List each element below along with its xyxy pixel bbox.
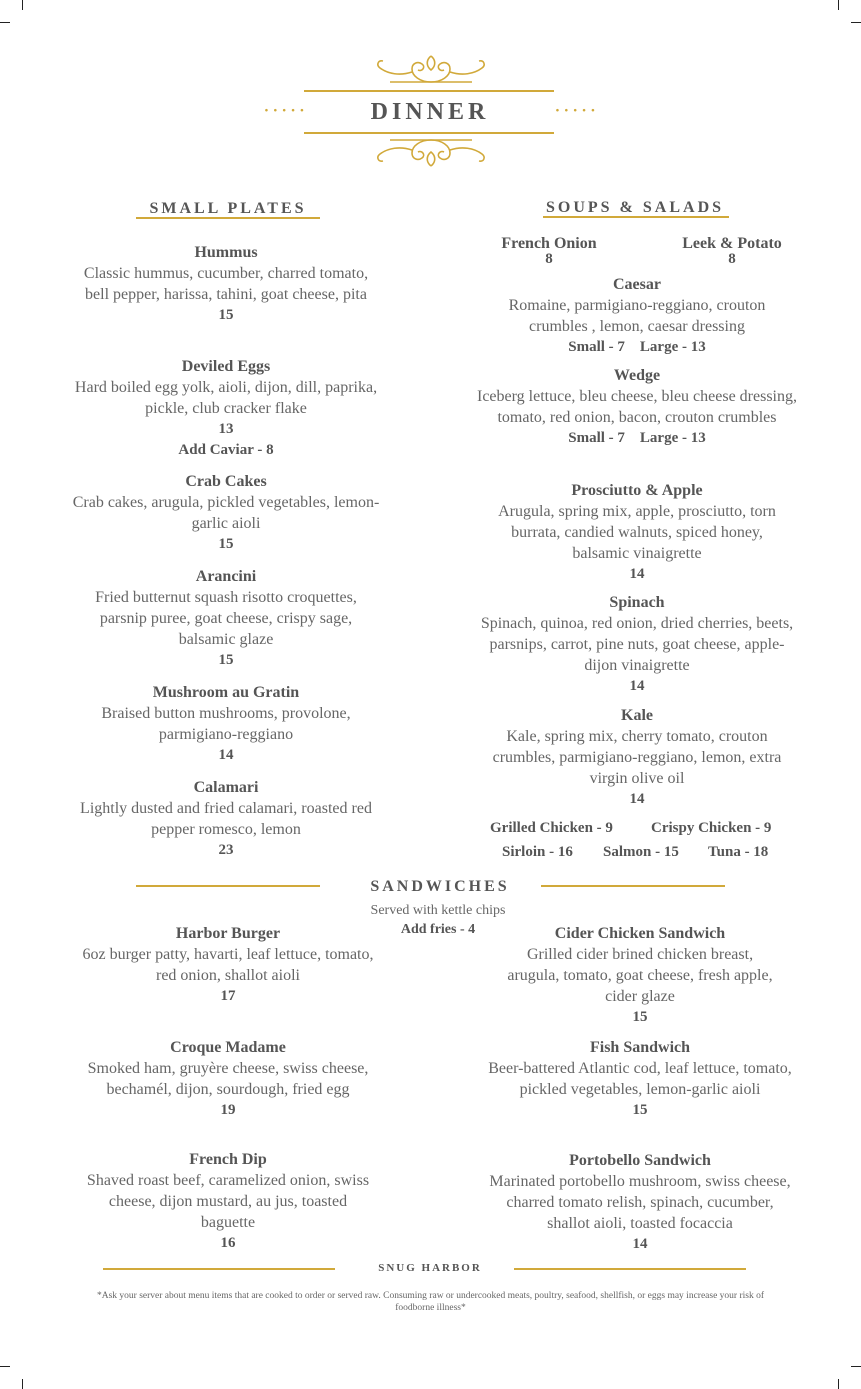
- footer-disclaimer: *Ask your server about menu items that are cooked to order or served raw. Consuming raw or undercooked meats, poultry, seafood, shellfish, or eggs may increase your risk of foodborne illness*: [96, 1291, 764, 1313]
- item-price: 15: [632, 1102, 648, 1118]
- ornament-top-icon: [370, 52, 492, 88]
- item-name: Arancini: [195, 568, 257, 585]
- menu-item-kale: [482, 705, 792, 810]
- soup-leek-potato: [662, 234, 802, 266]
- menu-item-crab-cakes: [70, 471, 382, 555]
- page-title: DINNER: [370, 99, 490, 125]
- crop-mark: [838, 1379, 839, 1389]
- item-price: 14: [629, 566, 645, 582]
- addon-tuna: Tuna - 18: [708, 844, 769, 860]
- item-price: 15: [218, 536, 234, 552]
- item-price: 19: [220, 1102, 236, 1118]
- footer-brand: SNUG HARBOR: [378, 1262, 482, 1274]
- addon-crispy-chicken: Crispy Chicken - 9: [651, 820, 772, 836]
- title-rule-top: [304, 90, 554, 92]
- section-heading-sandwiches: SANDWICHES: [370, 878, 510, 895]
- crop-mark: [838, 0, 839, 10]
- addon-salmon: Salmon - 15: [603, 844, 679, 860]
- item-name: French Dip: [189, 1151, 267, 1168]
- item-description: Arugula, spring mix, apple, prosciutto, torn burrata, candied walnuts, spiced honey, balsamic vinaigrette: [498, 503, 776, 562]
- item-description: Classic hummus, cucumber, charred tomato, bell pepper, harissa, tahini, goat cheese, pita: [83, 265, 369, 303]
- menu-item-calamari: [80, 777, 372, 861]
- item-price: 8: [728, 251, 736, 267]
- item-price: Small - 7 Large - 13: [568, 339, 706, 355]
- item-description: Marinated portobello mushroom, swiss cheese, charred tomato relish, spinach, cucumber, shallot aioli, toasted focaccia: [489, 1173, 791, 1232]
- menu-item-caesar: [478, 274, 796, 358]
- heading-underline: [136, 217, 320, 219]
- item-price: Small - 7 Large - 13: [568, 430, 706, 446]
- item-name: Hummus: [194, 244, 258, 261]
- crop-mark: [22, 1379, 23, 1389]
- section-heading-small-plates: SMALL PLATES: [149, 200, 307, 217]
- item-addon: Add Caviar - 8: [178, 442, 274, 458]
- item-description: Smoked ham, gruyère cheese, swiss cheese, bechamél, dijon, sourdough, fried egg: [87, 1060, 369, 1098]
- item-price: 13: [218, 421, 234, 437]
- item-name: Caesar: [613, 276, 661, 293]
- menu-item-arancini: [70, 566, 382, 671]
- section-heading-soups-salads: SOUPS & SALADS: [545, 199, 725, 216]
- menu-item-spinach: [478, 592, 796, 697]
- item-description: Grilled cider brined chicken breast, arugula, tomato, goat cheese, fresh apple, cider glaze: [507, 946, 773, 1005]
- menu-item-cider-chicken-sandwich: [500, 923, 780, 1028]
- item-name: Crab Cakes: [185, 473, 267, 490]
- item-name: Fish Sandwich: [589, 1039, 691, 1056]
- item-name: Cider Chicken Sandwich: [554, 925, 726, 942]
- title-dots-right: ·····: [555, 103, 600, 119]
- item-price: 14: [629, 678, 645, 694]
- item-description: Crab cakes, arugula, pickled vegetables, lemon-garlic aioli: [72, 494, 380, 532]
- menu-item-fish-sandwich: [486, 1037, 794, 1121]
- crop-mark: [851, 22, 861, 23]
- item-description: Lightly dusted and fried calamari, roasted red pepper romesco, lemon: [80, 800, 372, 838]
- addon-grilled-chicken: Grilled Chicken - 9: [490, 820, 613, 836]
- crop-mark: [0, 22, 10, 23]
- menu-item-croque-madame: [62, 1037, 394, 1121]
- item-price: 8: [545, 251, 553, 267]
- menu-item-deviled-eggs: [70, 356, 382, 461]
- item-name: French Onion: [501, 235, 597, 252]
- item-description: Iceberg lettuce, bleu cheese, bleu cheese dressing, tomato, red onion, bacon, crouton crumbles: [477, 388, 797, 426]
- item-price: 14: [629, 791, 645, 807]
- divider-rule: [541, 885, 725, 887]
- footer-rule-left: [103, 1268, 335, 1270]
- item-description: Kale, spring mix, cherry tomato, crouton crumbles, parmigiano-reggiano, lemon, extra virgin olive oil: [492, 728, 782, 787]
- crop-mark: [22, 0, 23, 10]
- item-price: 15: [218, 652, 234, 668]
- divider-rule: [136, 885, 320, 887]
- menu-item-hummus: [70, 242, 382, 326]
- item-price: 17: [220, 988, 236, 1004]
- sandwich-note: Served with kettle chips: [370, 903, 506, 918]
- item-price: 16: [220, 1235, 236, 1251]
- item-name: Prosciutto & Apple: [571, 482, 703, 499]
- footer-rule-right: [514, 1268, 746, 1270]
- ornament-bottom-icon: [370, 134, 492, 172]
- item-description: Hard boiled egg yolk, aioli, dijon, dill, paprika, pickle, club cracker flake: [74, 379, 378, 417]
- item-name: Deviled Eggs: [181, 358, 271, 375]
- title-dots-left: ·····: [264, 103, 309, 119]
- heading-underline: [543, 216, 729, 218]
- item-description: Beer-battered Atlantic cod, leaf lettuce, tomato, pickled vegetables, lemon-garlic aioli: [488, 1060, 792, 1098]
- item-price: 14: [632, 1236, 648, 1252]
- item-name: Kale: [621, 707, 653, 724]
- item-name: Leek & Potato: [682, 235, 782, 252]
- menu-item-portobello-sandwich: [486, 1150, 794, 1255]
- item-price: 15: [218, 307, 234, 323]
- crop-mark: [0, 1366, 10, 1367]
- item-description: 6oz burger patty, havarti, leaf lettuce, tomato, red onion, shallot aioli: [82, 946, 374, 984]
- item-name: Croque Madame: [170, 1039, 286, 1056]
- item-name: Mushroom au Gratin: [152, 684, 300, 701]
- sandwich-fries-addon: Add fries - 4: [400, 922, 476, 937]
- menu-item-prosciutto-apple: [488, 480, 786, 585]
- item-name: Spinach: [609, 594, 665, 611]
- item-description: Braised button mushrooms, provolone, parmigiano-reggiano: [101, 705, 351, 743]
- item-name: Wedge: [613, 367, 661, 384]
- soup-french-onion: [478, 234, 620, 266]
- menu-item-mushroom-au-gratin: [70, 682, 382, 766]
- item-price: 15: [632, 1009, 648, 1025]
- item-name: Calamari: [193, 779, 259, 796]
- menu-item-harbor-burger: [78, 923, 378, 1007]
- crop-mark: [851, 1366, 861, 1367]
- menu-item-french-dip: [80, 1149, 376, 1254]
- item-description: Shaved roast beef, caramelized onion, swiss cheese, dijon mustard, au jus, toasted baguette: [86, 1172, 370, 1231]
- item-description: Spinach, quinoa, red onion, dried cherries, beets, parsnips, carrot, pine nuts, goat cheese, apple-dijon vinaigrette: [480, 615, 794, 674]
- item-name: Harbor Burger: [175, 925, 281, 942]
- item-name: Portobello Sandwich: [569, 1152, 711, 1169]
- addon-sirloin: Sirloin - 16: [502, 844, 573, 860]
- item-description: Romaine, parmigiano-reggiano, crouton crumbles , lemon, caesar dressing: [508, 297, 766, 335]
- menu-item-wedge: [476, 365, 798, 449]
- item-price: 14: [218, 747, 234, 763]
- item-description: Fried butternut squash risotto croquettes, parsnip puree, goat cheese, crispy sage, balsamic glaze: [95, 589, 357, 648]
- item-price: 23: [218, 842, 234, 858]
